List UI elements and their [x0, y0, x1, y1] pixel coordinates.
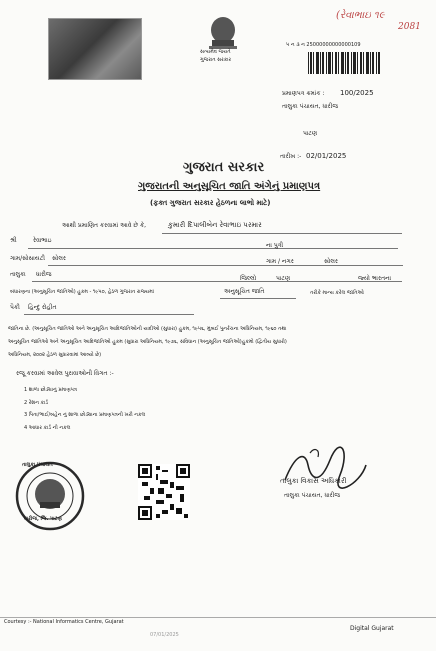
emblem-caption-2: ગુજરાત સરકાર — [200, 57, 232, 63]
place-label: પાટણ — [303, 130, 318, 137]
footer-divider — [0, 617, 436, 618]
barcode-number: ૫ ન ૩ ન 25000000000000109 — [286, 42, 361, 48]
list-item: 2 રેશન કાર્ડ — [24, 400, 49, 406]
village-label: ગામ/સોસાયટી — [10, 255, 45, 262]
certificate-note: (ફક્ત ગુજરાત સરકાર હેઠળના લાભો માટે) — [150, 199, 271, 207]
caste-value: અનુસૂચિત જાતિ — [224, 288, 265, 295]
emblem-caption-1: સત્યમેવ જયતે — [200, 49, 231, 55]
footer-digital-gujarat: Digital Gujarat — [350, 625, 394, 632]
certify-prefix: આથી પ્રમાણિત કરવામાં આવે છે કે, — [62, 222, 147, 229]
seal-text-top: તાલુકા પંચાયત — [22, 462, 53, 468]
page-title: ગુજરાત સરકાર — [183, 160, 265, 175]
applicant-photo — [48, 18, 142, 80]
signatory-office: તાલુકા પંચાયત, ધારીજ — [284, 492, 341, 499]
village-label-2: ગામ / નગર — [266, 258, 294, 265]
certificate-subtitle: ગુજરાતની અનુસૂચિત જાતિ અંગેનું પ્રમાણપત્ર — [138, 181, 321, 192]
handwritten-year: 2081 — [398, 22, 421, 32]
ashoka-emblem-icon — [203, 14, 243, 72]
shri-label: શ્રી — [10, 237, 17, 244]
seal-text-bottom: ધારીજ, જિ. પાટણ — [24, 516, 62, 522]
footer-courtesy: Courtesy :- National Informatics Centre, Gujarat — [4, 619, 124, 625]
caste-group: હિન્દુ રોહીત — [28, 304, 57, 311]
district-value: પાટણ — [276, 275, 291, 282]
barcode — [308, 52, 380, 74]
relation: ના પુત્રી — [266, 242, 284, 249]
taluka-value: ધારીજ — [36, 271, 52, 278]
handwritten-note: (રેવાભાઇ ૧૯ — [336, 10, 385, 21]
village-value-2: સોલર — [324, 258, 338, 265]
list-item: 4 આધાર કાર્ડ ની નકલ — [24, 425, 71, 431]
state-label: જ્યો ભારતના — [358, 275, 392, 282]
district-label: જિલ્લો — [240, 275, 257, 282]
qr-code — [138, 464, 190, 520]
date-label: તારીખ :- — [280, 153, 302, 160]
father-name: રેવાભાઇ — [33, 237, 52, 244]
law-line-1: જાતિના છે. (અનુસૂચિત જાતિઓ અને અનુસૂચિત આદિજાતિઓની યાદીઓ (સુધારા) હુકમ, ૧૯૫૬, મુંબઈ પુનર્રચના અધિનિયમ, ૧૯૬૦ તથા — [8, 326, 287, 332]
law-line-2: અનુસૂચિત જાતિઓ અને અનુસૂચિત આદિજાતિઓ હુકમ (સુધારા અધિનિયમ, ૧૯૭૬, સંવિધાન (અનુસૂચિત જાતિઓ)હુકમો (દ્વિતીય સુધારો) — [8, 339, 287, 345]
caste-line-prefix: બંધારણના (અનુસૂચિત જાતિઓ) હુકમ - ૧૯૫૦, હેઠળ ગુજરાત રાજ્યમાં — [10, 289, 154, 295]
issuer-line: તાલુકા પંચાયત, ધારીજ — [282, 103, 339, 110]
docs-heading: રજૂ કરવામાં આવેલ પુરાવાઓની વિગત :- — [16, 370, 114, 377]
taluka-label: તાલુકા — [10, 271, 26, 278]
list-item: 1 શાળા છોડ્યાનું પ્રમાણપત્ર — [24, 387, 77, 393]
caste-group-label: પૈકી — [10, 304, 20, 311]
person-name: કુમારી દિપાલીબેન રેવાભાઇ પરમાર — [168, 221, 262, 229]
village-value: સોલર — [52, 255, 66, 262]
law-line-3: અધિનિયમ, ૨૦૦૨ હેઠળ સુધારવામાં આવ્યો છે) — [8, 352, 102, 358]
caste-line-suffix: તરીકે માન્ય કરેલ જાતિઓ — [310, 290, 364, 296]
list-item: 3 પિતા/ભાઈ/બહેન નું શાળા છોડ્યાના પ્રમાણપત્રની ખરી નકલ — [24, 412, 146, 418]
cert-no-label: પ્રમાણપત્ર ક્રમાંક : — [282, 90, 325, 97]
cert-no: 100/2025 — [340, 89, 374, 97]
date: 02/01/2025 — [306, 152, 347, 160]
footer-print-date: 07/01/2025 — [150, 632, 179, 638]
signatory-designation: તાલુકા વિકાસ અધિકારી — [280, 477, 347, 485]
